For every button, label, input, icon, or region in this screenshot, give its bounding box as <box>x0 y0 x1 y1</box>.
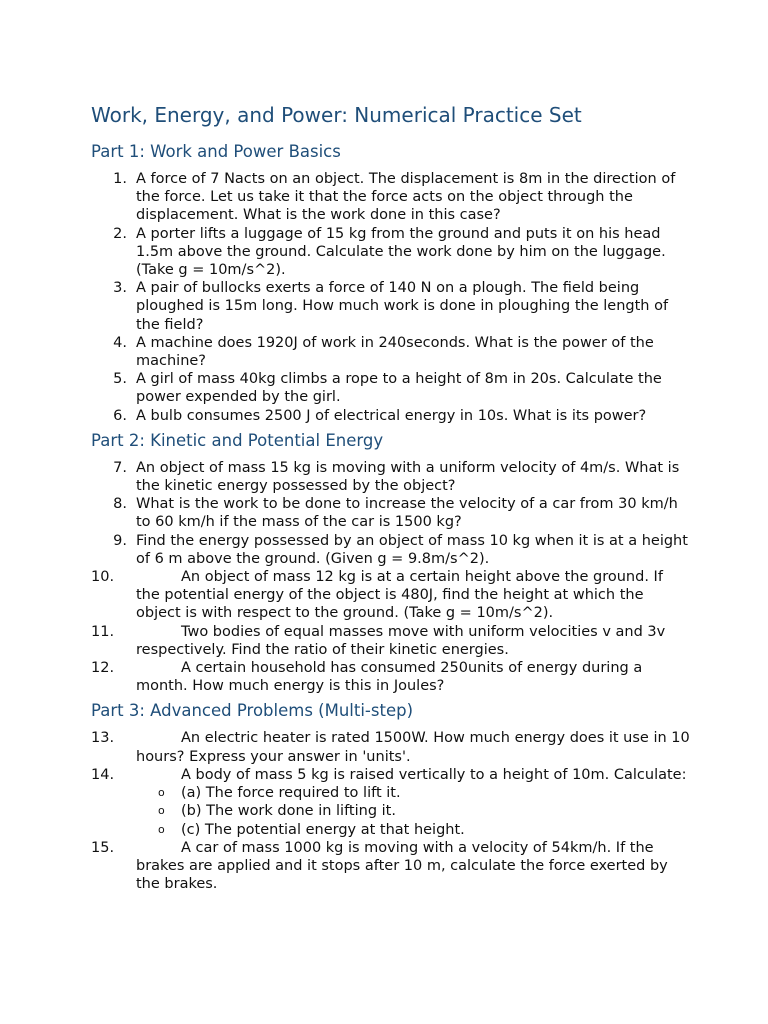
question-3 <box>91 279 691 334</box>
question-number: 5. <box>113 371 127 388</box>
question-number: 6. <box>113 407 127 424</box>
question-number: 4. <box>113 334 127 351</box>
sub-item-text: (b) The work done in lifting it. <box>181 803 396 820</box>
question-text: A certain household has consumed 250units of energy during a month. How much energy is this in Joules? <box>136 660 643 695</box>
question-2 <box>91 225 691 280</box>
part1-heading: Part 1: Work and Power Basics <box>91 142 341 161</box>
question-number: 2. <box>113 225 127 242</box>
question-text: A bulb consumes 2500 J of electrical energy in 10s. What is its power? <box>136 407 647 424</box>
question-5 <box>91 370 691 406</box>
part2-heading: Part 2: Kinetic and Potential Energy <box>91 430 384 450</box>
question-1 <box>91 170 691 225</box>
question-text: A force of 7 Nacts on an object. The displacement is 8m in the direction of the force. Let us take it that the force acts on the object through the displacement. What is the work done in this case? <box>136 171 676 224</box>
question-text: An object of mass 15 kg is moving with a uniform velocity of 4m/s. What is the kinetic energy possessed by the object? <box>136 459 680 495</box>
question-number: 1. <box>113 171 127 187</box>
question-13 <box>91 729 691 765</box>
question-number: 9. <box>113 532 127 549</box>
bullet-marker: o <box>158 822 165 836</box>
question-number: 8. <box>113 496 127 513</box>
question-text: A pair of bullocks exerts a force of 140 N on a plough. The field being ploughed is 15m long. How much work is done in ploughing the length of the field? <box>136 280 669 333</box>
question-number: 13. <box>91 730 115 747</box>
question-11 <box>91 623 691 659</box>
part2-question-list <box>91 459 691 696</box>
document-content <box>91 100 691 893</box>
question-number: 12. <box>91 660 115 677</box>
bullet-marker: o <box>158 786 165 800</box>
question-text: A body of mass 5 kg is raised vertically to a height of 10m. Calculate: <box>181 766 687 783</box>
question-text: What is the work to be done to increase the velocity of a car from 30 km/h to 60 km/h if the mass of the car is 1500 kg? <box>136 496 678 531</box>
question-14 <box>91 766 691 784</box>
question-text: An electric heater is rated 1500W. How much energy does it use in 10 hours? Express your answer in 'units'. <box>136 730 690 765</box>
question-text: A machine does 1920J of work in 240seconds. What is the power of the machine? <box>136 334 654 370</box>
question-number: 10. <box>91 569 115 586</box>
question-number: 15. <box>91 839 115 856</box>
question-7 <box>91 459 691 495</box>
question-number: 14. <box>91 766 115 783</box>
part1-question-list <box>91 170 691 425</box>
sub-item-a <box>91 784 691 802</box>
question-text: Find the energy possessed by an object of mass 10 kg when it is at a height of 6 m above the ground. (Given g = 9.8m/s^2). <box>136 532 688 567</box>
question-text: An object of mass 12 kg is at a certain height above the ground. If the potential energy of the object is 480J, find the height at which the object is with respect to the ground. (Take g = 10m/s^2). <box>136 569 663 622</box>
question-text: A girl of mass 40kg climbs a rope to a height of 8m in 20s. Calculate the power expended by the girl. <box>136 371 662 406</box>
question-number: 11. <box>91 623 115 640</box>
question-9 <box>91 532 691 568</box>
question-8 <box>91 495 691 531</box>
sub-item-b <box>91 802 691 820</box>
question-10 <box>91 568 691 623</box>
part3-question-list <box>91 729 691 893</box>
question-6 <box>91 407 691 425</box>
question-12 <box>91 659 691 695</box>
sub-item-text: (c) The potential energy at that height. <box>181 821 465 838</box>
question-text: A car of mass 1000 kg is moving with a velocity of 54km/h. If the brakes are applied and it stops after 10 m, calculate the force exerted by the brakes. <box>136 839 668 893</box>
part3-heading: Part 3: Advanced Problems (Multi-step) <box>91 701 414 721</box>
question-number: 7. <box>113 459 127 476</box>
question-15 <box>91 839 691 894</box>
document-title: Work, Energy, and Power: Numerical Practice Set <box>91 103 582 127</box>
sub-item-c <box>91 821 691 839</box>
question-number: 3. <box>113 280 127 297</box>
question-4 <box>91 334 691 370</box>
question-text: Two bodies of equal masses move with uniform velocities v and 3v respectively. Find the ratio of their kinetic energies. <box>136 623 666 658</box>
bullet-marker: o <box>158 804 165 818</box>
sub-item-text: (a) The force required to lift it. <box>181 785 401 802</box>
question-text: A porter lifts a luggage of 15 kg from the ground and puts it on his head 1.5m above the ground. Calculate the work done by him on the luggage. (Take g = 10m/s^2). <box>136 225 666 279</box>
